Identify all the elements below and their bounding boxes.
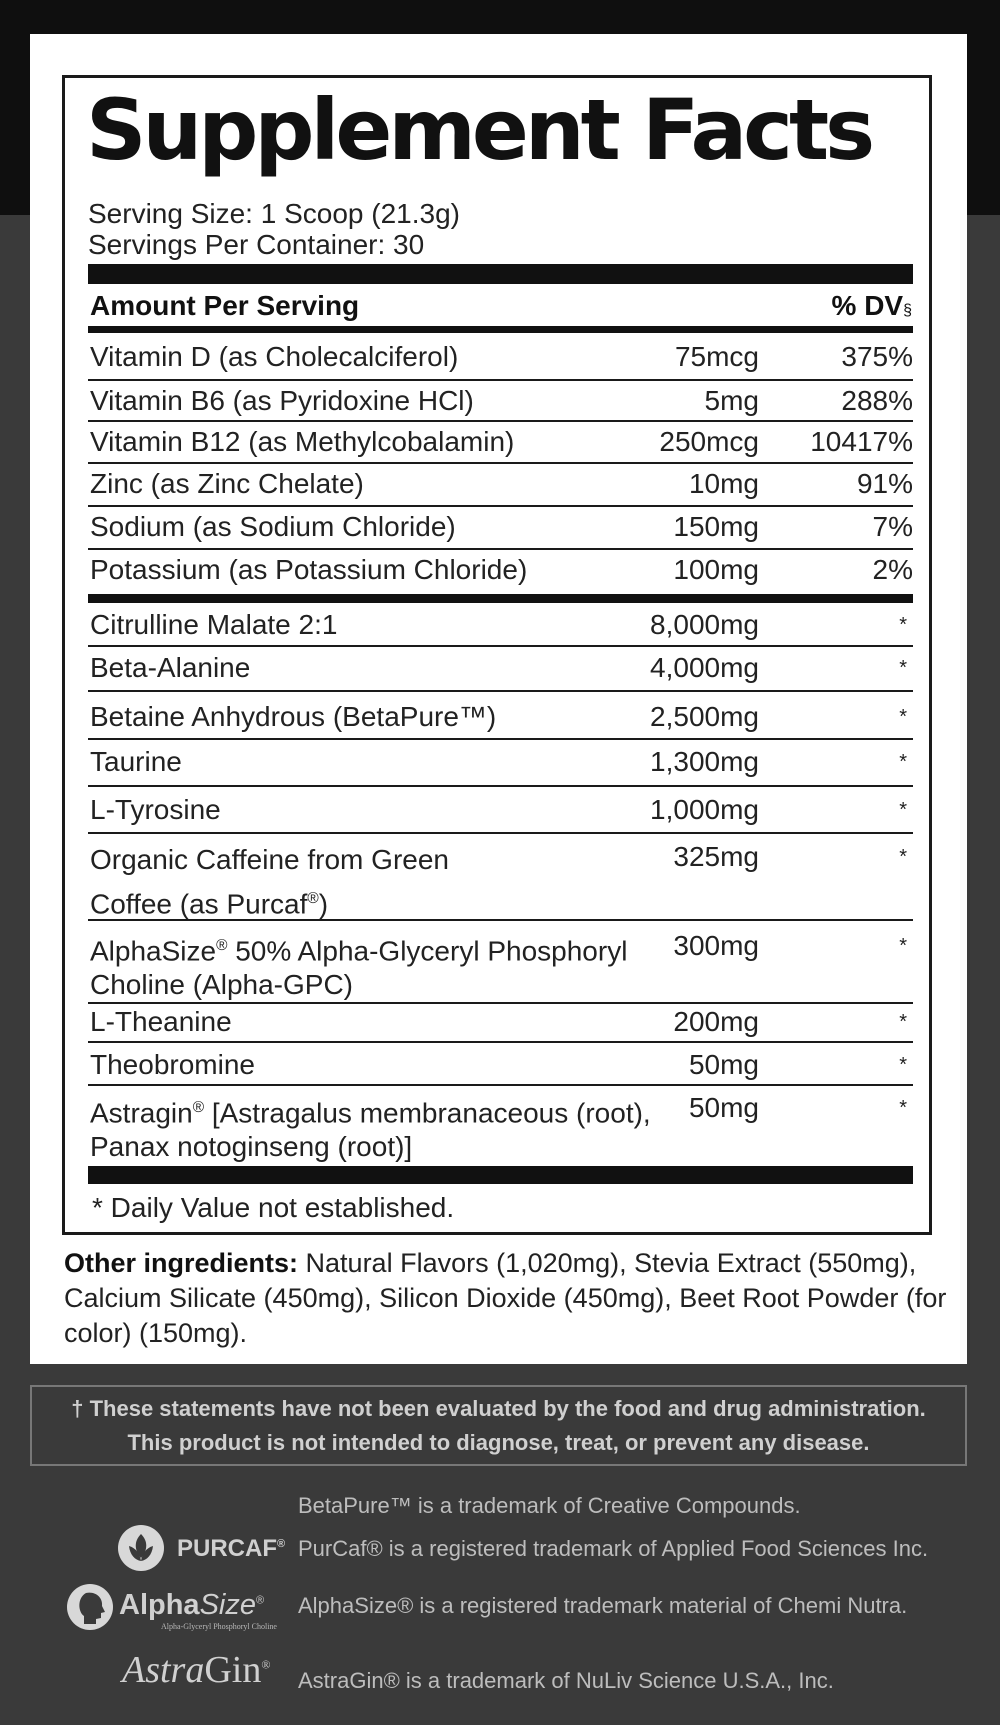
ingredient-name: L-Theanine	[90, 1006, 232, 1037]
ingredient-name-text: )	[318, 888, 329, 920]
nutrient-name: Vitamin B12 (as Methylcobalamin)	[90, 426, 515, 457]
ingredient-dv: *	[899, 935, 907, 957]
other-ingredients-text: Natural Flavors (1,020mg), Stevia Extract (550mg), Calcium Silicate (450mg), Silicon Dioxide (450mg), Beet Root Powder (for color) (150mg).	[64, 1248, 947, 1348]
row-divider	[88, 379, 913, 381]
disclaimer-line: This product is not intended to diagnose, treat, or prevent any disease.	[127, 1430, 870, 1455]
other-ingredients	[64, 1246, 954, 1351]
nutrient-name: Sodium (as Sodium Chloride)	[90, 511, 456, 542]
ingredient-dv: *	[899, 751, 907, 773]
astragin-wordmark: Astra	[122, 1649, 205, 1691]
registered-mark: ®	[216, 937, 228, 954]
row-divider	[88, 919, 913, 921]
other-ingredients-label: Other ingredients:	[64, 1248, 299, 1278]
nutrient-dv: 375%	[841, 341, 913, 372]
alphasize-wordmark-bold: Alpha	[119, 1589, 200, 1621]
row-divider	[88, 645, 913, 647]
ingredient-amount: 300mg	[673, 930, 759, 961]
trademark-purcaf: PurCaf® is a registered trademark of Applied Food Sciences Inc.	[298, 1536, 929, 1561]
ingredient-name: Theobromine	[90, 1049, 255, 1080]
ingredient-name-text: 50% Alpha-Glyceryl Phosphoryl Choline (Alpha-GPC)	[90, 935, 628, 1001]
ingredient-name	[90, 929, 670, 1002]
daily-value-footnote: * Daily Value not established.	[92, 1192, 455, 1223]
alphasize-wordmark-italic: Size	[199, 1589, 256, 1621]
leaf-icon	[117, 1524, 165, 1572]
alphasize-wordmark	[119, 1589, 264, 1622]
row-divider	[88, 1041, 913, 1043]
row-divider	[88, 420, 913, 422]
fda-disclaimer	[30, 1385, 967, 1466]
ingredient-amount: 50mg	[688, 1049, 759, 1080]
ingredient-name: Taurine	[90, 746, 182, 777]
ingredient-dv: *	[899, 1097, 907, 1119]
thick-divider	[88, 1166, 913, 1184]
ingredient-name: Beta-Alanine	[90, 652, 251, 683]
ingredient-name-text: AlphaSize	[90, 935, 217, 967]
nutrient-dv: 7%	[872, 511, 913, 542]
registered-mark: ®	[277, 1538, 286, 1550]
nutrient-amount: 5mg	[704, 385, 759, 416]
ingredient-amount: 50mg	[688, 1092, 759, 1123]
nutrient-name: Potassium (as Potassium Chloride)	[90, 554, 528, 585]
ingredient-amount: 325mg	[673, 841, 759, 872]
nutrient-amount: 250mcg	[659, 426, 759, 457]
ingredient-name: Betaine Anhydrous (BetaPure™)	[90, 701, 497, 732]
ingredient-amount: 1,300mg	[650, 746, 759, 777]
nutrient-amount: 150mg	[673, 511, 759, 542]
trademark-betapure: BetaPure™ is a trademark of Creative Compounds.	[298, 1493, 801, 1518]
ingredient-dv: *	[899, 1054, 907, 1076]
thick-divider	[88, 264, 913, 284]
row-divider	[88, 738, 913, 740]
ingredient-dv: *	[899, 657, 907, 679]
ingredient-amount: 8,000mg	[650, 609, 759, 640]
row-divider	[88, 1002, 913, 1004]
medium-divider	[88, 594, 913, 603]
ingredient-amount: 1,000mg	[650, 794, 759, 825]
ingredient-name-text: Astragin	[90, 1097, 193, 1129]
nutrient-amount: 100mg	[673, 554, 759, 585]
nutrient-dv: 91%	[856, 468, 913, 499]
ingredient-dv: *	[899, 799, 907, 821]
registered-mark: ®	[255, 1594, 265, 1607]
dv-header	[832, 290, 912, 322]
page-title: Supplement Facts	[86, 81, 872, 179]
disclaimer-line: † These statements have not been evaluated by the food and drug administration.	[71, 1396, 926, 1421]
ingredient-name-text: Organic Caffeine from Green Coffee (as Purcaf	[90, 844, 449, 920]
serving-size: Serving Size: 1 Scoop (21.3g)	[88, 198, 460, 229]
ingredient-name: Citrulline Malate 2:1	[90, 609, 338, 640]
nutrient-amount: 75mcg	[674, 341, 759, 372]
nutrient-dv: 288%	[841, 385, 913, 416]
nutrient-dv: 10417%	[810, 426, 913, 457]
ingredient-name	[90, 840, 490, 923]
row-divider	[88, 462, 913, 464]
row-divider	[88, 548, 913, 550]
ingredient-dv: *	[899, 1011, 907, 1033]
row-divider	[88, 832, 913, 834]
nutrient-amount: 10mg	[688, 468, 759, 499]
row-divider	[88, 690, 913, 692]
dv-section-mark: §	[903, 302, 912, 319]
row-divider	[88, 785, 913, 787]
astragin-wordmark: Gin	[204, 1649, 262, 1691]
nutrient-name: Zinc (as Zinc Chelate)	[90, 468, 364, 499]
ingredient-amount: 4,000mg	[650, 652, 759, 683]
nutrient-name: Vitamin B6 (as Pyridoxine HCl)	[90, 385, 474, 416]
ingredient-name-text: [Astragalus membranaceous (root), Panax notoginseng (root)]	[90, 1097, 651, 1163]
nutrient-dv: 2%	[872, 554, 913, 585]
ingredient-dv: *	[899, 846, 907, 868]
medium-divider	[88, 326, 913, 333]
trademark-alphasize: AlphaSize® is a registered trademark material of Chemi Nutra.	[298, 1593, 908, 1618]
row-divider	[88, 1084, 913, 1086]
purcaf-wordmark-text: PURCAF	[177, 1535, 277, 1562]
ingredient-amount: 200mg	[673, 1006, 759, 1037]
dv-header-label: % DV	[831, 290, 904, 321]
ingredient-name	[90, 1091, 670, 1164]
head-icon	[66, 1583, 114, 1631]
alphasize-subtitle: Alpha-Glyceryl Phosphoryl Choline	[161, 1622, 277, 1631]
ingredient-amount: 2,500mg	[650, 701, 759, 732]
nutrient-name: Vitamin D (as Cholecalciferol)	[90, 341, 459, 372]
registered-mark: ®	[192, 1099, 205, 1116]
trademark-astragin: AstraGin® is a trademark of NuLiv Science U.S.A., Inc.	[298, 1668, 834, 1693]
astragin-logo	[122, 1648, 270, 1692]
registered-mark: ®	[261, 1657, 271, 1672]
ingredient-dv: *	[899, 706, 907, 728]
servings-per-container: Servings Per Container: 30	[88, 229, 425, 260]
ingredient-name: L-Tyrosine	[90, 794, 221, 825]
registered-mark: ®	[307, 890, 319, 907]
purcaf-wordmark	[177, 1535, 285, 1563]
ingredient-dv: *	[899, 614, 907, 636]
amount-per-serving-header: Amount Per Serving	[90, 290, 360, 321]
row-divider	[88, 505, 913, 507]
